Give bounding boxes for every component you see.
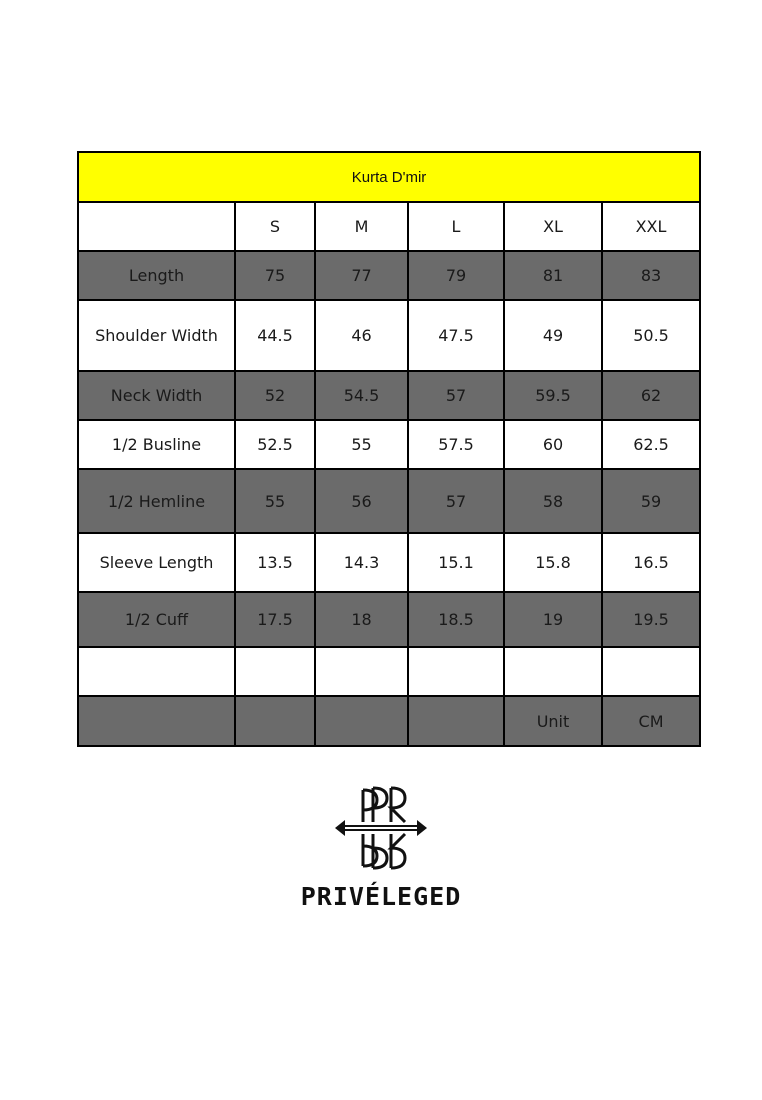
row-label-cell	[78, 647, 235, 696]
table-cell: 15.1	[408, 533, 504, 592]
table-cell: 46	[315, 300, 408, 371]
table-cell: 58	[504, 469, 602, 533]
brand-name: PRIVÉLEGED	[300, 882, 462, 911]
table-cell: CM	[602, 696, 700, 746]
row-label-cell: 1/2 Hemline	[78, 469, 235, 533]
table-cell: 50.5	[602, 300, 700, 371]
row-label-cell: Length	[78, 251, 235, 300]
table-row	[78, 592, 700, 647]
table-cell: 16.5	[602, 533, 700, 592]
table-cell: 56	[315, 469, 408, 533]
table-cell: 18	[315, 592, 408, 647]
table-cell	[408, 696, 504, 746]
table-cell	[315, 647, 408, 696]
table-title-row	[78, 152, 700, 202]
row-label-cell: 1/2 Cuff	[78, 592, 235, 647]
table-cell: 17.5	[235, 592, 315, 647]
table-cell	[315, 696, 408, 746]
table-cell: 62.5	[602, 420, 700, 469]
table-cell: 18.5	[408, 592, 504, 647]
table-cell: 49	[504, 300, 602, 371]
table-cell	[235, 696, 315, 746]
table-cell: 47.5	[408, 300, 504, 371]
table-header-row	[78, 202, 700, 251]
table-cell: 79	[408, 251, 504, 300]
pb-monogram-icon	[333, 782, 429, 874]
table-cell: 14.3	[315, 533, 408, 592]
table-row	[78, 469, 700, 533]
table-cell	[235, 647, 315, 696]
size-chart-table	[77, 151, 701, 747]
table-cell: 75	[235, 251, 315, 300]
table-cell: 13.5	[235, 533, 315, 592]
table-cell: 54.5	[315, 371, 408, 420]
header-cell: M	[315, 202, 408, 251]
table-cell: 19.5	[602, 592, 700, 647]
table-cell	[504, 647, 602, 696]
table-row	[78, 696, 700, 746]
table-row	[78, 647, 700, 696]
table-cell: 19	[504, 592, 602, 647]
table-row	[78, 533, 700, 592]
table-cell: 15.8	[504, 533, 602, 592]
header-cell: XXL	[602, 202, 700, 251]
table-cell: 57	[408, 469, 504, 533]
row-label-cell: Shoulder Width	[78, 300, 235, 371]
header-cell: L	[408, 202, 504, 251]
header-cell: S	[235, 202, 315, 251]
table-row	[78, 371, 700, 420]
table-cell: 59.5	[504, 371, 602, 420]
table-cell: 44.5	[235, 300, 315, 371]
table-cell	[602, 647, 700, 696]
row-label-cell	[78, 696, 235, 746]
table-row	[78, 251, 700, 300]
brand-block	[0, 782, 762, 911]
table-cell	[408, 647, 504, 696]
row-label-cell: Sleeve Length	[78, 533, 235, 592]
table-cell: 55	[315, 420, 408, 469]
row-label-cell: Neck Width	[78, 371, 235, 420]
table-cell: 57.5	[408, 420, 504, 469]
table-row	[78, 420, 700, 469]
table-cell: 83	[602, 251, 700, 300]
table-title: Kurta D'mir	[78, 152, 700, 202]
header-cell: XL	[504, 202, 602, 251]
table-cell: Unit	[504, 696, 602, 746]
table-cell: 57	[408, 371, 504, 420]
table-cell: 62	[602, 371, 700, 420]
table-cell: 52.5	[235, 420, 315, 469]
row-label-cell: 1/2 Busline	[78, 420, 235, 469]
table-cell: 59	[602, 469, 700, 533]
table-cell: 81	[504, 251, 602, 300]
table-row	[78, 300, 700, 371]
table-cell: 60	[504, 420, 602, 469]
header-cell	[78, 202, 235, 251]
table-cell: 52	[235, 371, 315, 420]
table-cell: 55	[235, 469, 315, 533]
table-cell: 77	[315, 251, 408, 300]
